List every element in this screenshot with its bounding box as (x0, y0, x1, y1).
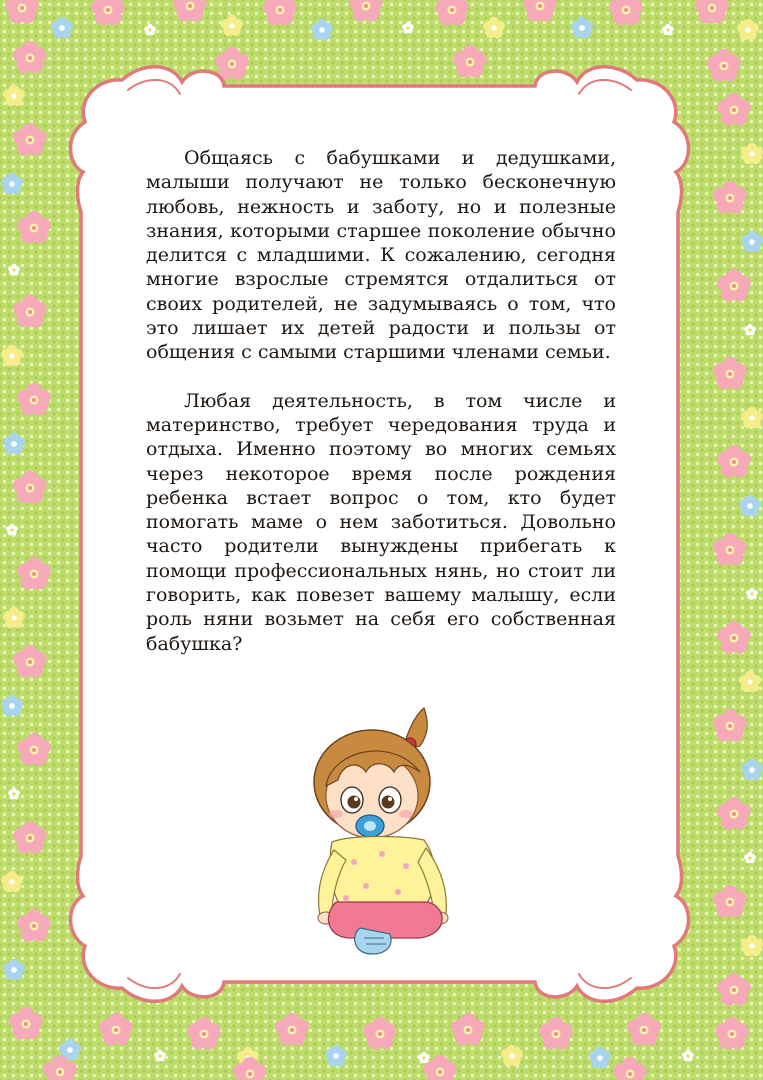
paragraph-2: Любая деятельность, в том числе и материнство, требует чередования труда и отдыха. Именно поэтому во многих семьях через некоторое время после рождения ребенка встает вопрос о том, кто будет помогать маме о нем заботиться. Довольно часто родители вынуждены прибегать к помощи профессиональных нянь, но стоит ли говорить, как повезет вашему малышу, если роль няни возьмет на себя его собственная бабушка? (146, 389, 616, 655)
baby-girl-with-pacifier-icon (302, 702, 472, 962)
paragraph-1: Общаясь с бабушками и дедушками, малыши получают не только бесконечную любовь, нежность и заботу, но и полезные знания, которыми старшее поколение обычно делится с младшими. К сожалению, сегодня многие взрослые стремятся отдалиться от своих родителей, не задумываясь о том, что это лишает их детей радости и пользы от общения с самыми старшими членами семьи. (146, 147, 616, 364)
text-content (146, 146, 616, 680)
